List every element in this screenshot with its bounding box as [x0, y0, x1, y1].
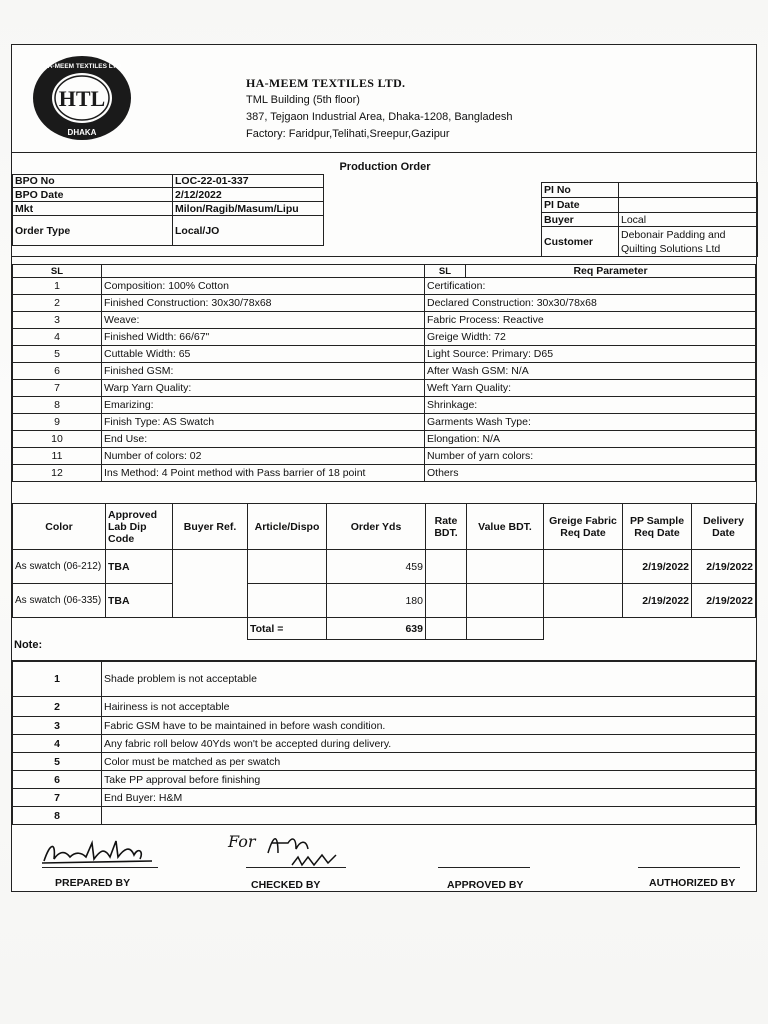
order-info-left-table [12, 174, 324, 246]
note-number: 3 [13, 717, 102, 735]
param-sl: 1 [13, 278, 102, 295]
param-left: Finished GSM: [102, 363, 425, 380]
order-color: As swatch (06-335) [13, 584, 106, 618]
order-pp-date: 2/19/2022 [623, 550, 692, 584]
parameters-table [12, 264, 756, 482]
table-row [13, 312, 756, 329]
param-sl: 10 [13, 431, 102, 448]
note-number: 6 [13, 771, 102, 789]
param-left: Ins Method: 4 Point method with Pass barrier of 18 point [102, 465, 425, 482]
list-item [13, 753, 756, 771]
param-sl: 4 [13, 329, 102, 346]
list-item [13, 662, 756, 697]
company-address-line2: 387, Tejgaon Industrial Area, Dhaka-1208, Bangladesh [246, 111, 513, 123]
company-address-line1: TML Building (5th floor) [246, 94, 360, 106]
list-item [13, 807, 756, 825]
param-right: Shrinkage: [425, 397, 756, 414]
approved-line [438, 867, 530, 868]
param-right: Certification: [425, 278, 756, 295]
note-number: 7 [13, 789, 102, 807]
note-text: Fabric GSM have to be maintained in before wash condition. [102, 717, 756, 735]
param-sl: 8 [13, 397, 102, 414]
order-rate [426, 584, 467, 618]
table-row [13, 414, 756, 431]
bpo-no-label: BPO No [13, 175, 173, 188]
param-left: Composition: 100% Cotton [102, 278, 425, 295]
param-right: Others [425, 465, 756, 482]
list-item [13, 735, 756, 753]
param-right: Elongation: N/A [425, 431, 756, 448]
param-sl: 7 [13, 380, 102, 397]
checked-line [246, 867, 346, 868]
param-left: Number of colors: 02 [102, 448, 425, 465]
company-name: HA-MEEM TEXTILES LTD. [246, 76, 406, 90]
table-row [13, 465, 756, 482]
document-title: Production Order [339, 161, 431, 173]
param-right: Weft Yarn Quality: [425, 380, 756, 397]
company-info [246, 75, 512, 143]
orders-table [12, 503, 756, 640]
param-sl: 11 [13, 448, 102, 465]
col-value: Value BDT. [467, 504, 544, 550]
authorized-line [638, 867, 740, 868]
table-row [13, 278, 756, 295]
note-text: Color must be matched as per swatch [102, 753, 756, 771]
order-greige-date [544, 584, 623, 618]
pi-no-label: PI No [542, 183, 619, 198]
info-divider [12, 256, 756, 257]
list-item [13, 717, 756, 735]
company-logo [32, 55, 132, 141]
param-left: End Use: [102, 431, 425, 448]
svg-text:DHAKA: DHAKA [67, 128, 97, 137]
param-sl: 3 [13, 312, 102, 329]
list-item [13, 771, 756, 789]
total-yds: 639 [327, 618, 426, 640]
note-text: Shade problem is not acceptable [102, 662, 756, 697]
order-delivery: 2/19/2022 [692, 584, 756, 618]
table-row [13, 550, 756, 584]
param-left: Cuttable Width: 65 [102, 346, 425, 363]
buyer-label: Buyer [542, 213, 619, 227]
param-sl: 6 [13, 363, 102, 380]
prepared-signature [40, 835, 160, 869]
total-label: Total = [248, 618, 327, 640]
checked-by-label: CHECKED BY [251, 879, 321, 891]
order-type-value: Local/JO [173, 216, 324, 246]
col-greige-date: Greige Fabric Req Date [544, 504, 623, 550]
list-item [13, 789, 756, 807]
order-value [467, 584, 544, 618]
bpo-date-label: BPO Date [13, 188, 173, 202]
pi-date-value [619, 198, 758, 213]
approved-by-label: APPROVED BY [447, 879, 524, 891]
sl-header: SL [13, 265, 102, 278]
param-right: Fabric Process: Reactive [425, 312, 756, 329]
param-sl: 2 [13, 295, 102, 312]
param-left: Finished Construction: 30x30/78x68 [102, 295, 425, 312]
param-left: Finish Type: AS Swatch [102, 414, 425, 431]
mkt-value: Milon/Ragib/Masum/Lipu [173, 202, 324, 216]
table-row [13, 295, 756, 312]
table-row [13, 329, 756, 346]
checked-handwriting: For [228, 832, 256, 851]
order-value [467, 550, 544, 584]
prepared-by-label: PREPARED BY [55, 877, 131, 889]
bpo-no-value: LOC-22-01-337 [173, 175, 324, 188]
col-article: Article/Dispo [248, 504, 327, 550]
customer-label: Customer [542, 227, 619, 257]
note-number: 1 [13, 662, 102, 697]
pi-no-value [619, 183, 758, 198]
note-text [102, 807, 756, 825]
svg-text:HTL: HTL [58, 86, 106, 111]
order-color: As swatch (06-212) [13, 550, 106, 584]
order-info-right-table [541, 182, 758, 257]
note-number: 5 [13, 753, 102, 771]
order-yds: 180 [327, 584, 426, 618]
param-sl: 12 [13, 465, 102, 482]
mkt-label: Mkt [13, 202, 173, 216]
req-parameter-header: Req Parameter [466, 265, 756, 278]
order-pp-date: 2/19/2022 [623, 584, 692, 618]
col-lab-dip: Approved Lab Dip Code [106, 504, 173, 550]
order-rate [426, 550, 467, 584]
notes-label: Note: [14, 639, 43, 651]
authorized-by-label: AUTHORIZED BY [649, 877, 736, 889]
notes-table [12, 661, 756, 825]
table-row [13, 431, 756, 448]
table-row [13, 346, 756, 363]
param-right: Garments Wash Type: [425, 414, 756, 431]
note-number: 2 [13, 697, 102, 717]
production-order-document [11, 44, 757, 892]
prepared-line [42, 867, 158, 868]
order-greige-date [544, 550, 623, 584]
buyer-value: Local [619, 213, 758, 227]
svg-text:HA-MEEM TEXTILES LTD: HA-MEEM TEXTILES LTD [43, 63, 121, 70]
param-right: After Wash GSM: N/A [425, 363, 756, 380]
sl-header-2: SL [425, 265, 466, 278]
header-divider [12, 152, 756, 153]
col-rate: Rate BDT. [426, 504, 467, 550]
table-row [13, 584, 756, 618]
param-right: Number of yarn colors: [425, 448, 756, 465]
table-row [13, 380, 756, 397]
param-right: Light Source: Primary: D65 [425, 346, 756, 363]
param-left: Weave: [102, 312, 425, 329]
note-number: 8 [13, 807, 102, 825]
pi-date-label: PI Date [542, 198, 619, 213]
table-row [13, 397, 756, 414]
table-row [13, 363, 756, 380]
note-text: End Buyer: H&M [102, 789, 756, 807]
param-sl: 9 [13, 414, 102, 431]
customer-value: Debonair Padding and Quilting Solutions Ltd [619, 227, 758, 257]
param-left: Finished Width: 66/67" [102, 329, 425, 346]
param-right: Greige Width: 72 [425, 329, 756, 346]
order-article [248, 584, 327, 618]
col-pp-date: PP Sample Req Date [623, 504, 692, 550]
order-yds: 459 [327, 550, 426, 584]
checked-signature [226, 823, 366, 873]
order-delivery: 2/19/2022 [692, 550, 756, 584]
note-number: 4 [13, 735, 102, 753]
col-order-yds: Order Yds [327, 504, 426, 550]
list-item [13, 697, 756, 717]
param-left: Emarizing: [102, 397, 425, 414]
order-type-label: Order Type [13, 216, 173, 246]
col-delivery: Delivery Date [692, 504, 756, 550]
order-lab-dip: TBA [106, 584, 173, 618]
order-article [248, 550, 327, 584]
param-sl: 5 [13, 346, 102, 363]
param-left: Warp Yarn Quality: [102, 380, 425, 397]
col-buyer-ref: Buyer Ref. [173, 504, 248, 550]
bpo-date-value: 2/12/2022 [173, 188, 324, 202]
order-lab-dip: TBA [106, 550, 173, 584]
col-color: Color [13, 504, 106, 550]
order-buyer-ref [173, 550, 248, 618]
param-right: Declared Construction: 30x30/78x68 [425, 295, 756, 312]
table-row [13, 448, 756, 465]
note-text: Any fabric roll below 40Yds won't be accepted during delivery. [102, 735, 756, 753]
note-text: Hairiness is not acceptable [102, 697, 756, 717]
company-factory: Factory: Faridpur,Telihati,Sreepur,Gazipur [246, 128, 450, 140]
note-text: Take PP approval before finishing [102, 771, 756, 789]
